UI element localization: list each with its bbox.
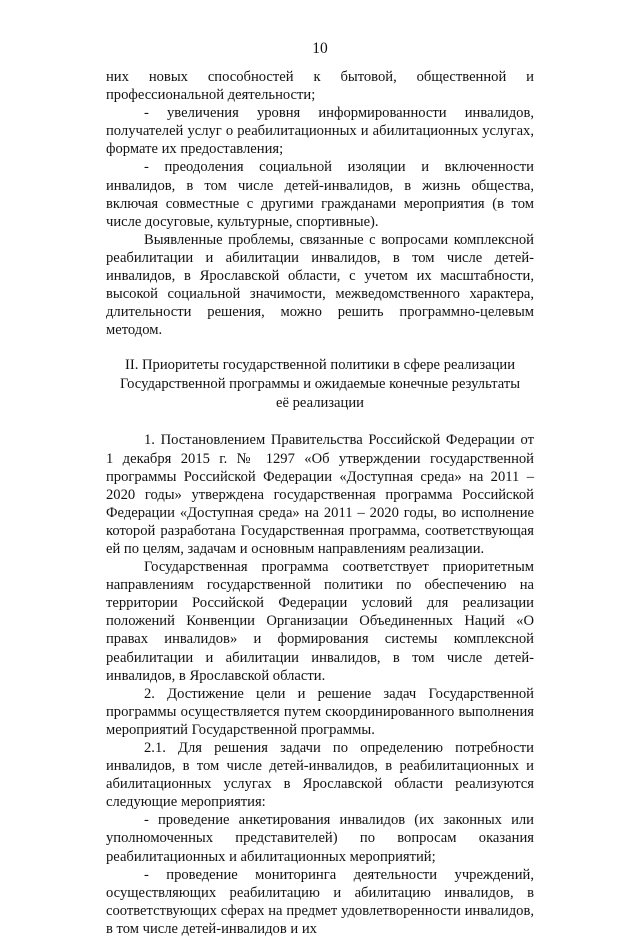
section-heading-line: её реализации <box>276 395 364 412</box>
page-number: 10 <box>312 40 328 57</box>
paragraph: Государственная программа соответствует приоритетным направлениям государственной политики по обеспечению на территории Российской Федерации условий для реализации положений Конвенции Организации Объединенных Наций «О правах инвалидов» и формирования системы комплексной реабилитации и абилитации инвалидов, в том числе детей-инвалидов, в Ярославской области. <box>106 559 534 684</box>
paragraph: 1. Постановлением Правительства Российской Федерации от 1 декабря 2015 г. № 1297 «Об утверждении государственной программы Российской Федерации «Доступная среда» на 2011 – 2020 годы» утверждена государственная программа Российской Федерации «Доступная среда» на 2011 – 2020 годы, во исполнение которой разработана Государственная программа, соответствующая ей по целям, задачам и основным направлениям реализации. <box>106 432 534 557</box>
document-body <box>106 68 534 938</box>
paragraph: - проведение мониторинга деятельности учреждений, осуществляющих реабилитацию и абилитацию инвалидов, в соответствующих сферах на предмет удовлетворенности инвалидов, в том числе детей-инвалидов и их <box>106 866 534 937</box>
section-heading-line: II. Приоритеты государственной политики в сфере реализации <box>124 357 516 374</box>
paragraph: 2.1. Для решения задачи по определению потребности инвалидов, в том числе детей-инвалидов, в реабилитационных и абилитационных услугах в Ярославской области реализуются следующие мероприятия: <box>106 740 534 811</box>
section-heading-line: Государственной программы и ожидаемые конечные результаты <box>119 376 521 393</box>
paragraph: - проведение анкетирования инвалидов (их законных или уполномоченных представителей) по вопросам оказания реабилитационных и абилитационных мероприятий; <box>106 812 534 865</box>
paragraph: - преодоления социальной изоляции и включенности инвалидов, в том числе детей-инвалидов, в жизнь общества, включая совместные с другими гражданами мероприятия (в том числе досуговые, культурные, спортивные). <box>106 159 534 230</box>
paragraph: них новых способностей к бытовой, общественной и профессиональной деятельности; <box>106 69 534 104</box>
paragraph: Выявленные проблемы, связанные с вопросами комплексной реабилитации и абилитации инвалидов, в том числе детей-инвалидов, в Ярославской области, с учетом их масштабности, высокой социальной значимости, межведомственного характера, длительности решения, можно решить программно-целевым методом. <box>106 231 534 339</box>
paragraph: - увеличения уровня информированности инвалидов, получателей услуг о реабилитационных и абилитационных услугах, формате их предоставления; <box>106 105 534 158</box>
paragraph: 2. Достижение цели и решение задач Государственной программы осуществляется путем скоординированного выполнения мероприятий Государственной программы. <box>106 685 534 738</box>
section-heading <box>106 356 534 413</box>
